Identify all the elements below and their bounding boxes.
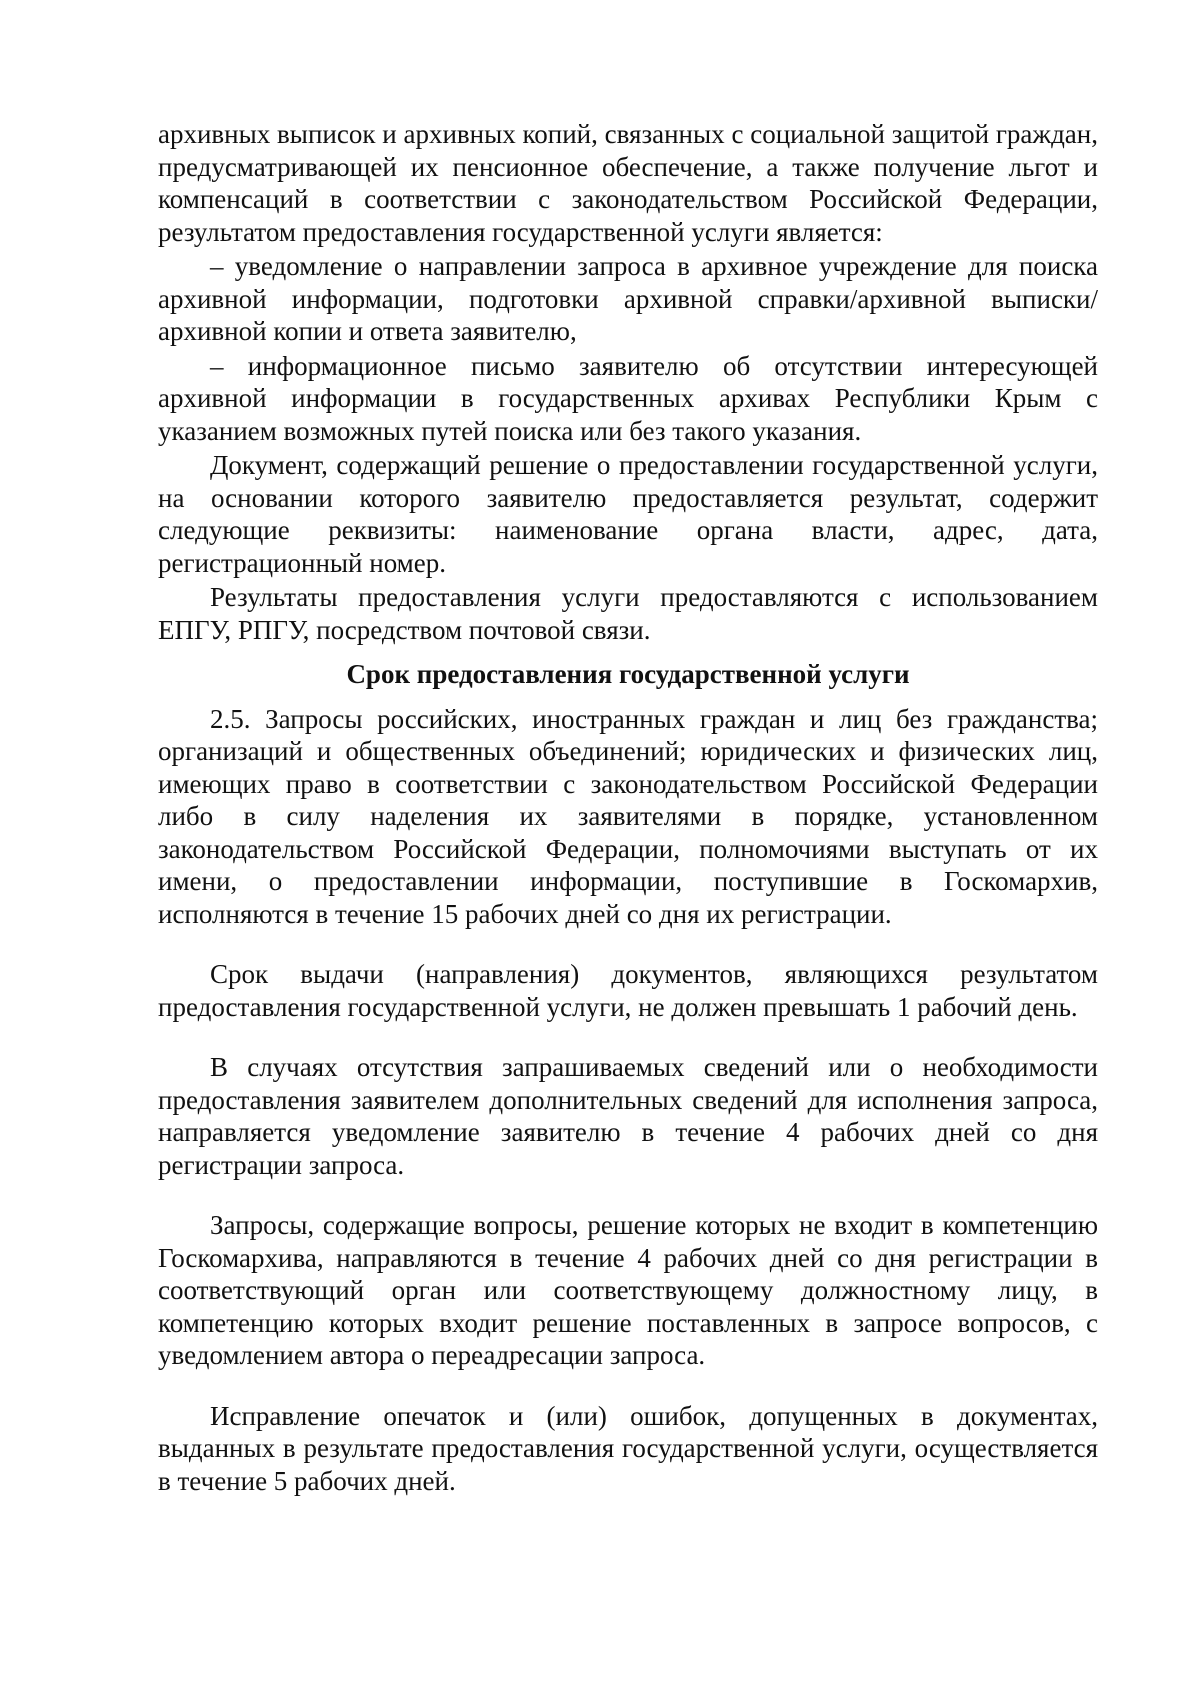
paragraph-notification-item: – уведомление о направлении запроса в архивное учреждение для поиска архивной информации, подготовки архивной справки/архивной выписки/архивной копии и ответа заявителю,	[158, 251, 1098, 346]
paragraph-2-5-requests: 2.5. Запросы российских, иностранных граждан и лиц без гражданства; организаций и общественных объединений; юридических и физических лиц, имеющих право в соответствии с законодательством Российской Федерации либо в силу наделения их заявителями в порядке, установленном законодательством Российской Федерации, полномочиями выступать от их имени, о предоставлении информации, поступившие в Госкомархив, исполняются в течение 15 рабочих дней со дня их регистрации.	[158, 703, 1098, 929]
document-page	[158, 118, 1098, 1497]
paragraph-info-letter-item: – информационное письмо заявителю об отсутствии интересующей архивной информации в государственных архивах Республики Крым с указанием возможных путей поиска или без такого указания.	[158, 350, 1098, 446]
paragraph-result-delivery: Результаты предоставления услуги предоставляются с использованием ЕПГУ, РПГУ, посредством почтовой связи.	[158, 582, 1098, 645]
paragraph-redirect-requests: Запросы, содержащие вопросы, решение которых не входит в компетенцию Госкомархива, направляются в течение 4 рабочих дней со дня регистрации в соответствующий орган или соответствующему должностному лицу, в компетенцию которых входит решение поставленных в запросе вопросов, с уведомлением автора о переадресации запроса.	[158, 1210, 1098, 1370]
paragraph-result-intro: архивных выписок и архивных копий, связанных с социальной защитой граждан, предусматривающей их пенсионное обеспечение, а также получение льгот и компенсаций в соответствии с законодательством Российской Федерации, результатом предоставления государственной услуги является:	[158, 119, 1098, 247]
paragraph-missing-info: В случаях отсутствия запрашиваемых сведений или о необходимости предоставления заявителем дополнительных сведений для исполнения запроса, направляется уведомление заявителю в течение 4 рабочих дней со дня регистрации запроса.	[158, 1052, 1098, 1180]
section-heading: Срок предоставления государственной услуги	[346, 659, 910, 689]
paragraph-issue-term: Срок выдачи (направления) документов, являющихся результатом предоставления государственной услуги, не должен превышать 1 рабочий день.	[158, 959, 1098, 1022]
paragraph-corrections: Исправление опечаток и (или) ошибок, допущенных в документах, выданных в результате предоставления государственной услуги, осуществляется в течение 5 рабочих дней.	[158, 1400, 1098, 1496]
paragraph-document-requisites: Документ, содержащий решение о предоставлении государственной услуги, на основании которого заявителю предоставляется результат, содержит следующие реквизиты: наименование органа власти, адрес, дата, регистрационный номер.	[158, 450, 1098, 578]
